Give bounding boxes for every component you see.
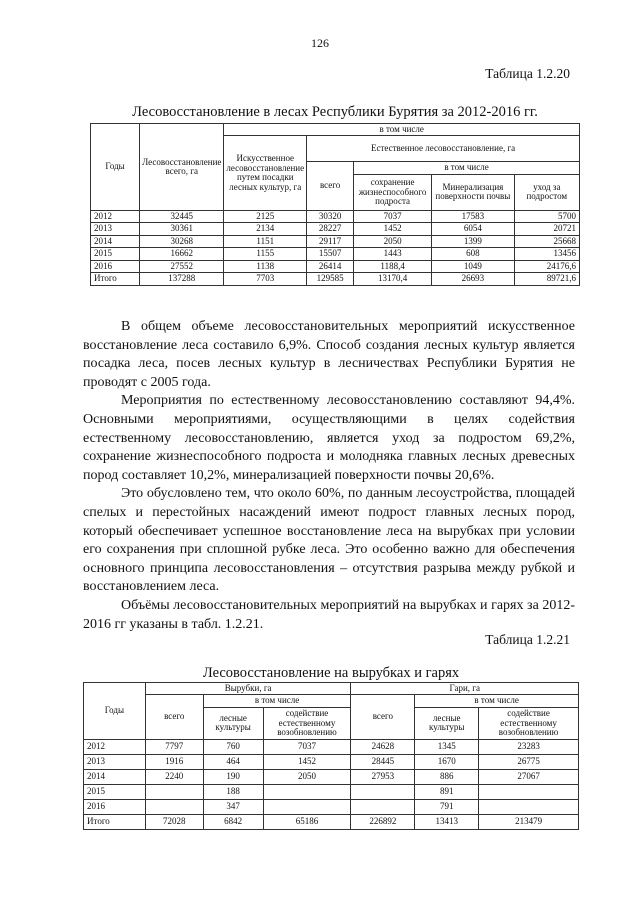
header-burns-in-that: в том числе xyxy=(415,695,579,707)
header-mineral: Минерализация поверхности почвы xyxy=(432,174,514,210)
table-row: 2014 2240 190 2050 27953 886 27067 xyxy=(84,769,579,784)
table-row: 2012 32445 2125 30320 7037 17583 5700 xyxy=(91,210,580,222)
header-total: Лесовосстановление всего, га xyxy=(140,124,224,211)
table-row: 2015 16662 1155 15507 1443 608 13456 xyxy=(91,248,580,260)
paragraph: Мероприятия по естественному лесовосстановлению составляют 94,4%. Основными мероприятиями, осуществляющими в целях содействия естественному лесовосстановлению, является уход за подростом 69,2%, сохранение жизнеспособного подроста и молодняка главных лесных древесных пород составляет 10,2%, минерализацией поверхности почвы 20,6%. xyxy=(83,393,575,483)
table-row: 2016 27552 1138 26414 1188,4 1049 24176,6 xyxy=(91,260,580,272)
paragraph: Объёмы лесовосстановительных мероприятий на вырубках и гарях за 2012-2016 гг указаны в табл. 1.2.21. xyxy=(83,597,575,632)
table-row: 2012 7797 760 7037 24628 1345 23283 xyxy=(84,739,579,754)
header-cuttings: Вырубки, га xyxy=(145,683,351,695)
header-in-that: в том числе xyxy=(224,124,580,136)
header-cuttings-total: всего xyxy=(145,695,203,739)
paragraph: Это обусловлено тем, что около 60%, по данным лесоустройства, площадей спелых и перестойных насаждений имеют подрост главных лесных пород, который обеспечивает успешное восстановление леса на вырубках при условии его сохранения при сплошной рубке леса. Это особенно важно для обеспечения основного принципа лесовосстановления – отсутствия разрыва между рубкой и восстановлением леса. xyxy=(83,486,575,595)
table-row-total: Итого 72028 6842 65186 226892 13413 213479 xyxy=(84,814,579,829)
table-row-total: Итого 137288 7703 129585 13170,4 26693 89721,6 xyxy=(91,273,580,285)
header-burns-assist: содействие естественному возобновлению xyxy=(479,707,579,739)
header-cuttings-assist: содействие естественному возобновлению xyxy=(263,707,351,739)
table-row: 2015 188 891 xyxy=(84,784,579,799)
table-label-1-2-21: Таблица 1.2.21 xyxy=(485,632,570,647)
header-natural: Естественное лесовосстановление, га xyxy=(307,136,580,162)
header-care: уход за подростом xyxy=(514,174,579,210)
table-label-1-2-20: Таблица 1.2.20 xyxy=(485,66,570,81)
table-row: 2014 30268 1151 29117 2050 1399 25668 xyxy=(91,235,580,247)
table-title-1-2-20: Лесовосстановление в лесах Республики Бурятия за 2012-2016 гг. xyxy=(132,104,538,120)
header-burns-total: всего xyxy=(351,695,415,739)
header-burns-crops: лесные культуры xyxy=(415,707,479,739)
header-cuttings-in-that: в том числе xyxy=(203,695,351,707)
forest-restoration-table xyxy=(90,123,580,286)
cuttings-burns-table xyxy=(83,682,579,830)
header-years: Годы xyxy=(84,683,146,740)
table-row: 2016 347 791 xyxy=(84,799,579,814)
header-years: Годы xyxy=(91,124,140,211)
page-number: 126 xyxy=(311,36,329,50)
header-artificial: Искусственное лесовосстановление путем посадки лесных культур, га xyxy=(224,136,307,210)
header-cuttings-crops: лесные культуры xyxy=(203,707,263,739)
header-burns: Гари, га xyxy=(351,683,579,695)
table-row: 2013 30361 2134 28227 1452 6054 20721 xyxy=(91,223,580,235)
paragraph: В общем объеме лесовосстановительных мероприятий искусственное восстановление леса составило 6,9%. Способ создания лесных культур является посадка леса, посев лесных культур в лесничествах Республики Бурятия не проводят с 2005 года. xyxy=(83,319,575,390)
table-title-1-2-21: Лесовосстановление на вырубках и гарях xyxy=(202,665,460,681)
header-in-that-2: в том числе xyxy=(354,162,580,174)
body-text xyxy=(83,318,575,634)
header-natural-total: всего xyxy=(307,162,354,210)
header-undergrowth: сохранение жизнеспособного подроста xyxy=(354,174,432,210)
table-row: 2013 1916 464 1452 28445 1670 26775 xyxy=(84,754,579,769)
